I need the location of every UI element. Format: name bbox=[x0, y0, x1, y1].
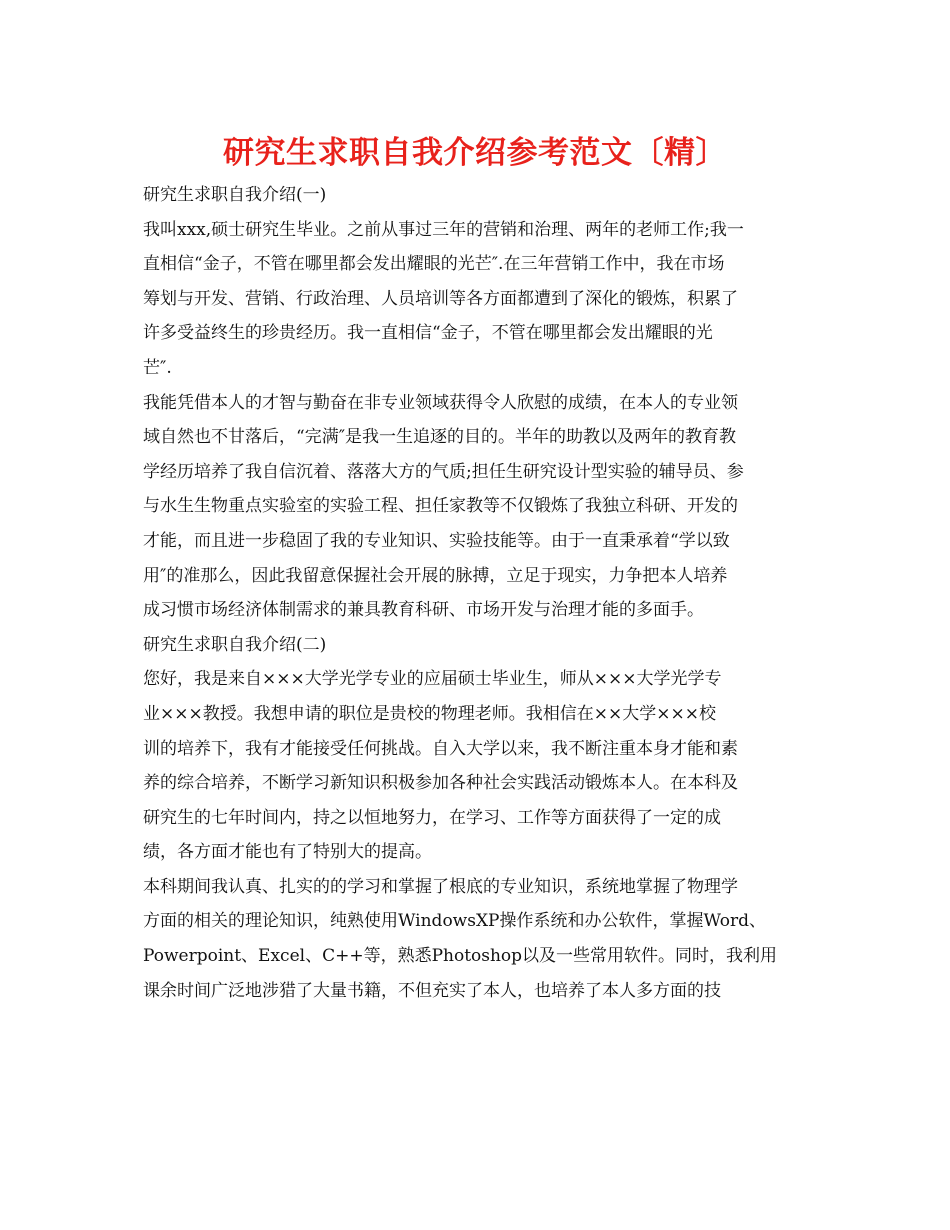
text-line: 成习惯市场经济体制需求的兼具教育科研、市场开发与治理才能的多面手。 bbox=[143, 600, 704, 621]
text-line: 您好，我是来自×××大学光学专业的应届硕士毕业生，师从×××大学光学专 bbox=[143, 669, 722, 690]
text-line: 用″的准那么，因此我留意保握社会开展的脉搏，立足于现实，力争把本人培养 bbox=[143, 565, 728, 586]
text-line: 我叫xxx,硕士研究生毕业。之前从事过三年的营销和治理、两年的老师工作;我一 bbox=[143, 219, 744, 240]
text-line: 筹划与开发、营销、行政治理、人员培训等各方面都遭到了深化的锻炼，积累了 bbox=[143, 288, 738, 309]
text-line: 我能凭借本人的才智与勤奋在非专业领域获得令人欣慰的成绩，在本人的专业领 bbox=[143, 392, 738, 413]
text-line: 许多受益终生的珍贵经历。我一直相信“金子，不管在哪里都会发出耀眼的光 bbox=[143, 323, 713, 344]
text-line: 才能，而且进一步稳固了我的专业知识、实验技能等。由于一直秉承着“学以致 bbox=[143, 530, 730, 551]
text-line: 训的培养下，我有才能接受任何挑战。自入大学以来，我不断注重本身才能和素 bbox=[143, 738, 738, 759]
text-line: 域自然也不甘落后，“完满″是我一生追逐的目的。半年的助教以及两年的教育教 bbox=[143, 427, 737, 448]
text-line: 与水生生物重点实验室的实验工程、担任家教等不仅锻炼了我独立科研、开发的 bbox=[143, 496, 738, 517]
document-body bbox=[143, 178, 808, 1008]
text-line: 养的综合培养，不断学习新知识积极参加各种社会实践活动锻炼本人。在本科及 bbox=[143, 773, 738, 794]
text-line: 研究生的七年时间内，持之以恒地努力，在学习、工作等方面获得了一定的成 bbox=[143, 807, 721, 828]
page-title: 研究生求职自我介绍参考范文〔精〕 bbox=[223, 135, 727, 171]
text-line: 业×××教授。我想申请的职位是贵校的物理老师。我相信在××大学×××校 bbox=[143, 703, 716, 724]
text-line: 芒″. bbox=[143, 357, 172, 378]
section-heading-1: 研究生求职自我介绍(一) bbox=[143, 185, 327, 205]
text-line: 本科期间我认真、扎实的的学习和掌握了根底的专业知识，系统地掌握了物理学 bbox=[143, 876, 738, 897]
text-line: Powerpoint、Excel、C++等，熟悉Photoshop以及一些常用软件。同时，我利用 bbox=[143, 946, 778, 967]
text-line: 课余时间广泛地涉猎了大量书籍，不但充实了本人，也培养了本人多方面的技 bbox=[143, 980, 721, 1001]
text-line: 绩，各方面才能也有了特别大的提高。 bbox=[143, 842, 432, 863]
text-line: 学经历培养了我自信沉着、落落大方的气质;担任生研究设计型实验的辅导员、参 bbox=[143, 461, 744, 482]
section-heading-2: 研究生求职自我介绍(二) bbox=[143, 634, 327, 655]
text-line: 直相信“金子，不管在哪里都会发出耀眼的光芒″.在三年营销工作中，我在市场 bbox=[143, 254, 725, 275]
text-line: 方面的相关的理论知识，纯熟使用WindowsXP操作系统和办公软件，掌握Word、 bbox=[143, 911, 767, 932]
